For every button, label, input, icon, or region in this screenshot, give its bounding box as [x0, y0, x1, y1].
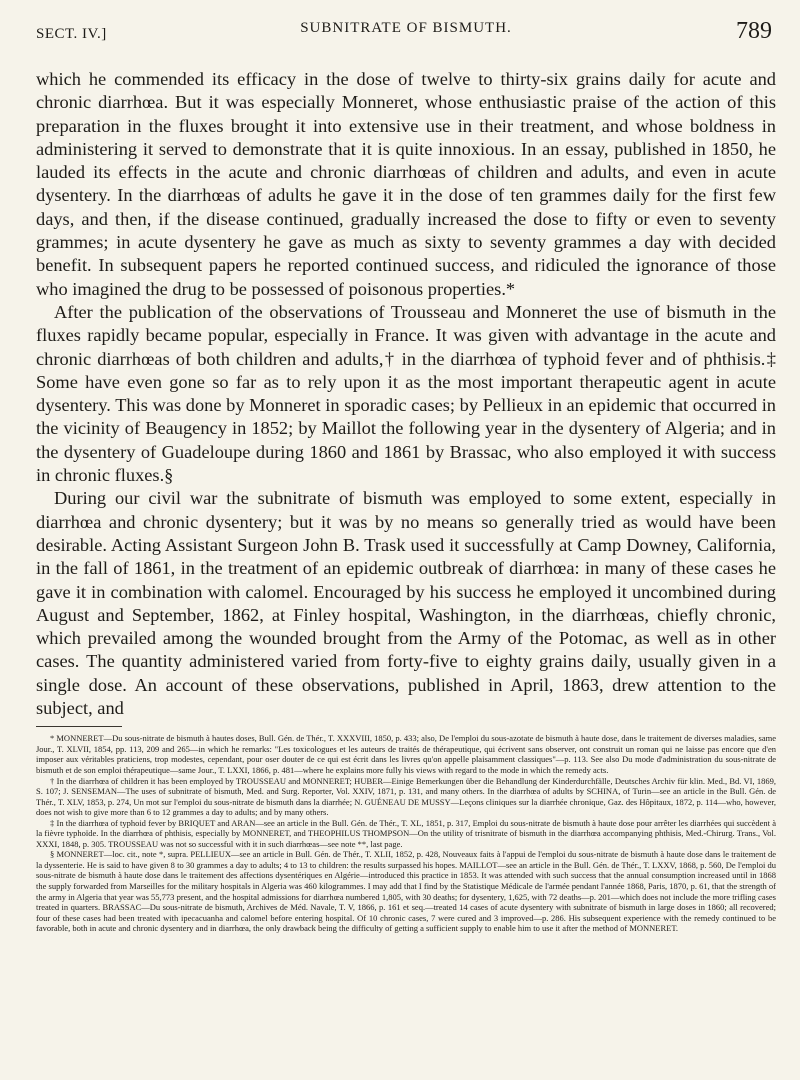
main-text	[36, 68, 776, 720]
footnotes	[36, 733, 776, 933]
footnote-asterisk: * MONNERET—Du sous-nitrate de bismuth à hautes doses, Bull. Gén. de Thér., T. XXXVIII, 1850, p. 433; also, De l'emploi du sous-azotate de bismuth à haute dose, dans le traitement de diverses maladies, same Jour., T. XLVII, 1854, pp. 113, 209 and 265—in which he remarks: "Les toxicologues et les auteurs de traités de thérapeutique, qui écrivent sans observer, ont construit un roman qui ne laisse pas encore que d'en imposer aux véritables praticiens, trop modestes, cependant, pour oser douter de ce qui est écrit dans les livres qu'on appelle plaisamment classiques"—p. 113. See also Du mode d'administration du sous-nitrate de bismuth et de son emploi thérapeutique—same Jour., T. LXXI, 1866, p. 481—where he explains more fully his views with regard to the mode in which the remedy acts.	[36, 733, 777, 775]
footnote-section: § MONNERET—loc. cit., note *, supra. PELLIEUX—see an article in Bull. Gén. de Thér., T. XLII, 1852, p. 428, Nouveaux faits à l'appui de l'emploi du sous-nitrate de bismuth à haute dose dans le traitement de la dyssenterie. He is said to have given 8 to 30 grammes a day to adults; 4 to 13 to children: the results surpassed his hopes. MAILLOT—see an article in the Bull. Gén. de Thér., T. LXXV, 1868, p. 560, De l'emploi du sous-nitrate de bismuth à haute dose dans le traitement des affections dysentériques en Algérie—introduced this practice in 1853. It was attended with such success that the annual consumption increased until in 1868 the supply forwarded from Marseilles for the military hospitals in Algeria was 460 kilogrammes. I may add that I find by the Statistique Médicale de l'armée pendant l'année 1868, Paris, 1870, p. 61, that the strength of the army in Algeria that year was 55,773 present, and the hospital admissions for diarrhœa numbered 1,805, with 30 deaths; for dysentery, 1,625, with 72 deaths—p. 201—which does not include the more trifling cases treated in quarters. BRASSAC—Du sous-nitrate de bismuth, Archives de Méd. Navale, T. V, 1866, p. 161 et seq.—treated 14 cases of acute dysentery with subnitrate of bismuth in large doses in 1860; all recovered; four of these cases had been treated with ipecacuanha and calomel before entering hospital. Of 10 chronic cases, 7 were cured and 3 improved—p. 286. His subsequent experience with the remedy continued to be favorable, both in acute and chronic dysentery and in diarrhœa, the only drawback being the difficulty of getting a sufficient supply to enable him to use it after the method of MONNERET.	[36, 849, 776, 934]
section-label: SECT. IV.]	[36, 26, 107, 42]
paragraph-3: During our civil war the subnitrate of bismuth was employed to some extent, especially in diarrhœa and chronic dysentery; but it was by no means so generally tried as would have been desirable. Acting Assistant Surgeon John B. Trask used it successfully at Camp Downey, California, in the fall of 1861, in the treatment of an epidemic outbreak of diarrhœa: in many of these cases he gave it in combination with calomel. Encouraged by his success he employed it uncombined during August and September, 1862, at Finley hospital, Washington, in the diarrhœas, chiefly chronic, which prevailed among the wounded brought from the Army of the Potomac, as well as in other cases. The quantity administered varied from forty-five to eighty grains daily, usually given in a single dose. An account of these observations, published in April, 1863, drew attention to the subject, and	[36, 488, 776, 719]
page	[36, 18, 776, 934]
footnote-divider	[36, 726, 122, 727]
footnote-double-dagger: ‡ In the diarrhœa of typhoid fever by BRIQUET and ARAN—see an article in the Bull. Gén. de Thér., T. XL, 1851, p. 317, Emploi du sous-nitrate de bismuth à haute dose pour arrêter les diarrhées qui succèdent à la fièvre typhoïde. In the diarrhœa of phthisis, especially by MONNERET, and THEOPHILUS THOMPSON—On the utility of trisnitrate of bismuth in the diarrhœa accompanying phthisis, Med.-Chirurg. Trans., Vol. XXXI, 1848, p. 305. TROUSSEAU was not so successful with it in such diarrhœas—see note **, last page.	[36, 817, 776, 849]
running-header	[36, 18, 776, 68]
running-title: SUBNITRATE OF BISMUTH.	[300, 20, 512, 36]
paragraph-1: which he commended its efficacy in the dose of twelve to thirty-six grains daily for acute and chronic diarrhœa. But it was especially Monneret, whose enthusiastic praise of the action of this preparation in the fluxes brought it into extensive use in their treatment, and whose boldness in administering it served to demonstrate that it is quite innoxious. In an essay, published in 1850, he lauded its effects in the acute and chronic diarrhœas of children and adults, and even in acute dysentery. In the diarrhœas of adults he gave it in the dose of ten grammes daily for the first few days, and then, if the disease continued, gradually increased the dose to fifty or even to seventy grammes; in acute dysentery he gave as much as sixty to seventy grammes a day with decided benefit. In subsequent papers he reported continued success, and ridiculed the ignorance of those who imagined the drug to be possessed of poisonous properties.*	[36, 69, 776, 299]
page-number: 789	[736, 18, 772, 44]
paragraph-2: After the publication of the observations of Trousseau and Monneret the use of bismuth in the fluxes rapidly became popular, especially in France. It was given with advantage in the acute and chronic diarrhœas of both children and adults,† in the diarrhœa of typhoid fever and of phthisis.‡ Some have even gone so far as to rely upon it as the most important therapeutic agent in acute dysentery. This was done by Monneret in sporadic cases; by Pellieux in an epidemic that occurred in the vicinity of Beaugency in 1852; by Maillot the following year in the dysentery of Algeria; and in the dysentery of Guadeloupe during 1860 and 1861 by Brassac, who also employed it with success in chronic fluxes.§	[36, 301, 776, 486]
footnote-dagger: † In the diarrhœa of children it has been employed by TROUSSEAU and MONNERET; HUBER—Einige Bemerkungen über die Behandlung der Kinderdurchfälle, Deutsches Archiv für klin. Med., Bd. VI, 1869, S. 107; J. SENSEMAN—The uses of subnitrate of bismuth, Med. and Surg. Reporter, Vol. XXIV, 1871, p. 131, and many others. In the diarrhœa of adults by SCHINA, of Turin—see an article in the Bull. Gén. de Thér., T. XLV, 1853, p. 274, Un mot sur l'emploi du sous-nitrate de bismuth dans la diarrhée; N. GUÉNEAU DE MUSSY—Leçons cliniques sur la diarrhée chronique, Gaz. des Hôpitaux, 1872, p. 114—who, however, does not wish to give more than 6 to 12 grammes a day to adults; and by many others.	[36, 775, 776, 818]
